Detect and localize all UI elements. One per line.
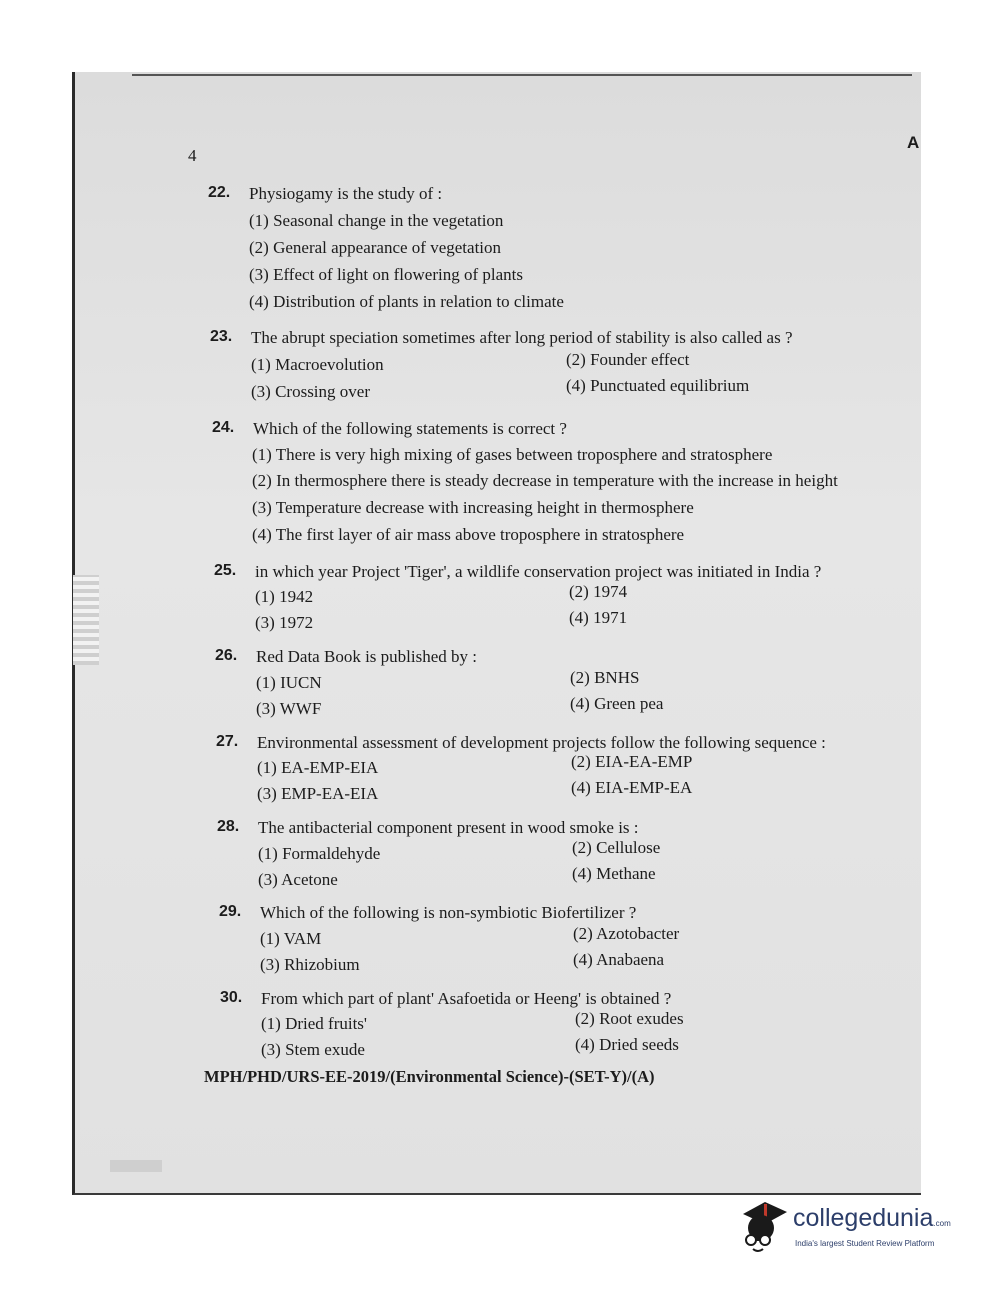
option: (2) General appearance of vegetation (249, 238, 502, 257)
page-number: 4 (188, 146, 197, 165)
option: (2) Azotobacter (573, 924, 680, 943)
question-stem: Physiogamy is the study of : (249, 184, 443, 203)
logo-tagline: India's largest Student Review Platform (795, 1239, 935, 1248)
question-stem: The abrupt speciation sometimes after long period of stability is also called as ? (251, 328, 793, 347)
option: (4) Distribution of plants in relation to climate (249, 292, 564, 311)
graduate-mascot-icon (735, 1196, 795, 1256)
option: (4) 1971 (569, 608, 628, 627)
option: (2) Root exudes (575, 1009, 684, 1028)
option: (1) There is very high mixing of gases between troposphere and stratosphere (252, 445, 773, 464)
option: (4) Green pea (570, 694, 664, 713)
option: (3) Rhizobium (260, 955, 360, 974)
option: (1) IUCN (256, 673, 322, 692)
question-number: 23. (210, 328, 233, 345)
option: (1) VAM (260, 929, 322, 948)
option: (2) 1974 (569, 582, 628, 601)
option: (3) Stem exude (261, 1040, 365, 1059)
question-number: 26. (215, 647, 238, 664)
collegedunia-logo (735, 1196, 965, 1256)
option: (4) Methane (572, 864, 656, 883)
option: (2) Cellulose (572, 838, 661, 857)
question-number: 24. (212, 419, 235, 436)
option: (1) EA-EMP-EIA (257, 758, 379, 777)
option: (4) The first layer of air mass above troposphere in stratosphere (252, 525, 685, 544)
option: (4) Anabaena (573, 950, 665, 969)
option: (1) 1942 (255, 587, 314, 606)
question-number: 25. (214, 562, 237, 579)
option: (3) Effect of light on flowering of plants (249, 265, 523, 284)
question-number: 30. (220, 989, 243, 1006)
question-number: 29. (219, 903, 242, 920)
option: (1) Dried fruits' (261, 1014, 367, 1033)
question-stem: Which of the following statements is correct ? (253, 419, 567, 438)
option: (1) Seasonal change in the vegetation (249, 211, 504, 230)
option: (3) WWF (256, 699, 322, 718)
paper-code-footer: MPH/PHD/URS-EE-2019/(Environmental Science)-(SET-Y)/(A) (204, 1067, 655, 1086)
option: (2) In thermosphere there is steady decrease in temperature with the increase in height (252, 471, 838, 490)
top-rule (132, 74, 912, 76)
option: (3) EMP-EA-EIA (257, 784, 379, 803)
option: (2) EIA-EA-EMP (571, 752, 693, 771)
set-label: A (907, 133, 920, 152)
binding-edge-mark (73, 575, 99, 665)
question-number: 27. (216, 733, 239, 750)
option: (1) Formaldehyde (258, 844, 381, 863)
logo-wordmark: collegedunia.com (793, 1204, 951, 1232)
question-number: 22. (208, 184, 231, 201)
option: (2) BNHS (570, 668, 640, 687)
option: (2) Founder effect (566, 350, 690, 369)
option: (4) Punctuated equilibrium (566, 376, 750, 395)
scan-smudge (110, 1160, 162, 1172)
option: (4) EIA-EMP-EA (571, 778, 693, 797)
question-stem: in which year Project 'Tiger', a wildlife conservation project was initiated in India ? (255, 562, 822, 581)
question-stem: Which of the following is non-symbiotic Biofertilizer ? (260, 903, 637, 922)
option: (3) 1972 (255, 613, 314, 632)
question-number: 28. (217, 818, 240, 835)
option: (1) Macroevolution (251, 355, 384, 374)
option: (3) Acetone (258, 870, 338, 889)
question-stem: The antibacterial component present in wood smoke is : (258, 818, 639, 837)
question-stem: Environmental assessment of development projects follow the following sequence : (257, 733, 826, 752)
question-stem: From which part of plant' Asafoetida or Heeng' is obtained ? (261, 989, 672, 1008)
option: (3) Temperature decrease with increasing height in thermosphere (252, 498, 694, 517)
question-stem: Red Data Book is published by : (256, 647, 477, 666)
option: (4) Dried seeds (575, 1035, 679, 1054)
option: (3) Crossing over (251, 382, 370, 401)
